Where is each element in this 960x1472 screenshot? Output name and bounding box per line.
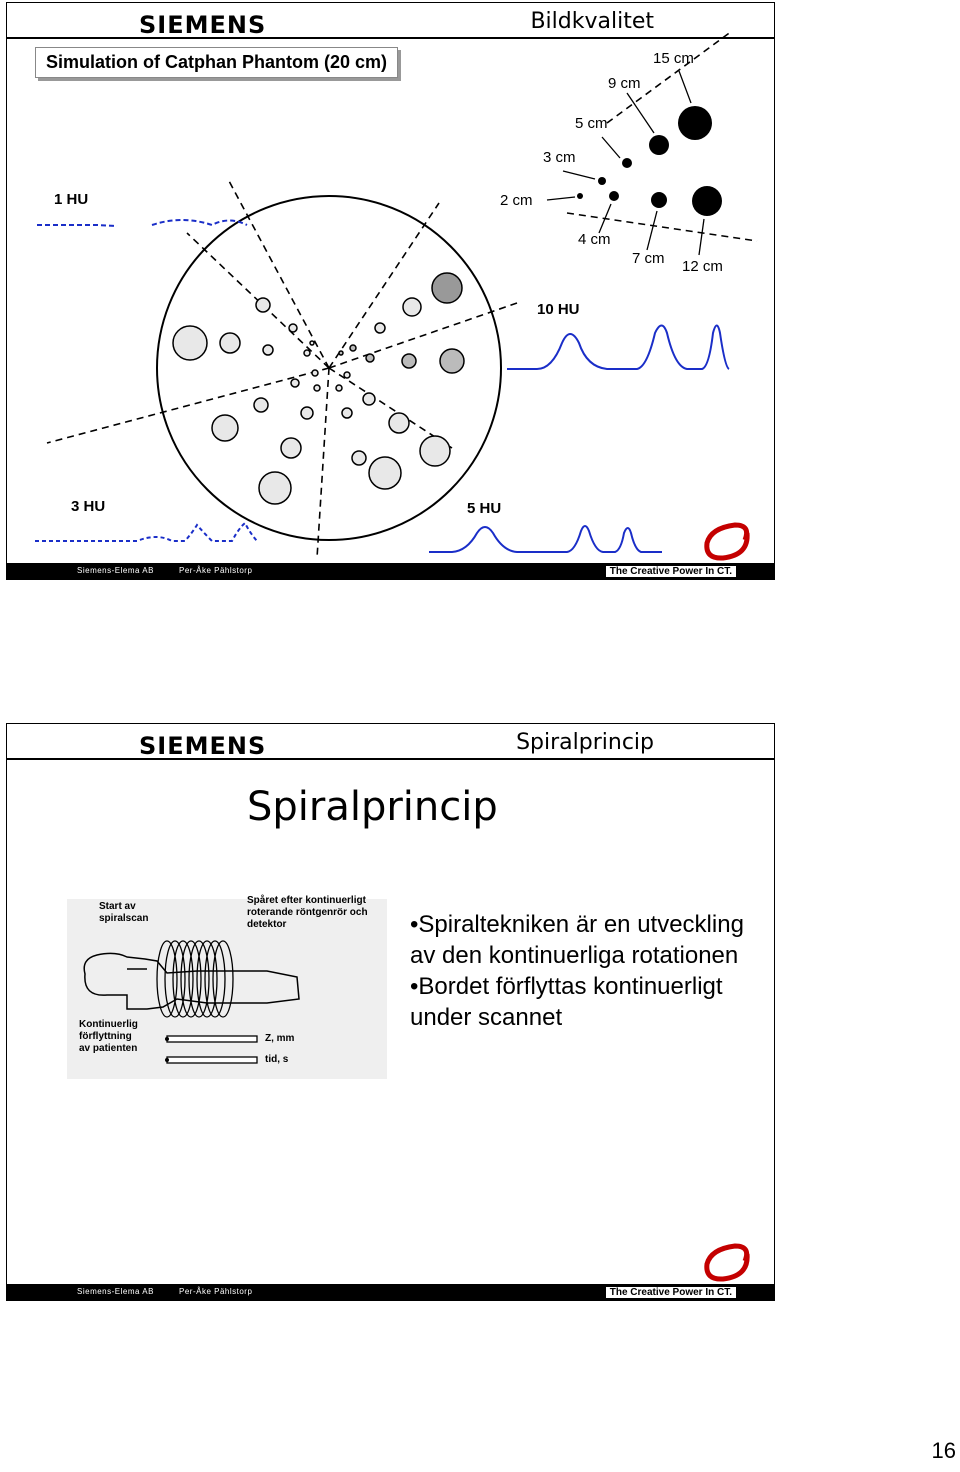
label-5cm: 5 cm xyxy=(575,115,608,132)
label-table-movement: Kontinuerlig förflyttning av patienten xyxy=(79,1019,138,1054)
bullet-list xyxy=(410,909,770,1033)
slide-header-title: Bildkvalitet xyxy=(530,9,654,34)
catphan-illustration xyxy=(7,3,776,581)
phantom-rods xyxy=(173,273,464,504)
bullet-line: av den kontinuerliga rotationen xyxy=(410,942,739,969)
label-time-axis: tid, s xyxy=(265,1054,289,1065)
footer-company: Siemens-Elema AB xyxy=(77,1287,154,1296)
footer-tagline: The Creative Power In CT. xyxy=(606,1287,736,1298)
slide-catphan xyxy=(6,2,775,580)
footer-company: Siemens-Elema AB xyxy=(77,566,154,575)
header-divider xyxy=(7,758,774,760)
label-10hu: 10 HU xyxy=(537,301,580,318)
label-3hu: 3 HU xyxy=(71,498,106,515)
label-4cm: 4 cm xyxy=(578,231,611,248)
label-trace: Spåret efter kontinuerligt roterande röntgenrör och detektor xyxy=(247,895,368,930)
page-number: 16 xyxy=(931,1438,956,1463)
label-12cm: 12 cm xyxy=(682,258,723,275)
label-3cm: 3 cm xyxy=(543,149,576,166)
bullet-line: •Bordet förflyttas kontinuerligt xyxy=(410,973,723,1000)
creative-power-swirl-icon xyxy=(707,525,747,558)
label-7cm: 7 cm xyxy=(632,250,665,267)
spiral-scan-diagram xyxy=(67,895,387,1079)
label-1hu: 1 HU xyxy=(54,191,89,208)
bullet-line: •Spiraltekniken är en utveckling xyxy=(410,911,744,938)
slide-header-title: Spiralprincip xyxy=(516,730,654,755)
footer-author: Per-Åke Pählstorp xyxy=(179,1287,253,1296)
hu-profiles xyxy=(35,220,729,552)
label-15cm: 15 cm xyxy=(653,50,694,67)
label-5hu: 5 HU xyxy=(467,500,502,517)
bullet-line: under scannet xyxy=(410,1004,563,1031)
slide-box-title: Simulation of Catphan Phantom (20 cm) xyxy=(35,47,398,78)
label-z-axis: Z, mm xyxy=(265,1033,295,1044)
slide-spiral xyxy=(6,723,775,1301)
slide-title: Spiralprincip xyxy=(247,784,498,830)
footer-tagline: The Creative Power In CT. xyxy=(606,566,736,577)
siemens-logo: SIEMENS xyxy=(139,11,267,39)
label-2cm: 2 cm xyxy=(500,192,533,209)
footer-author: Per-Åke Pählstorp xyxy=(179,566,253,575)
label-spiral-start: Start av spiralscan xyxy=(99,901,149,924)
creative-power-swirl-icon xyxy=(707,1246,747,1279)
phantom-spokes xyxy=(47,31,757,558)
label-9cm: 9 cm xyxy=(608,75,641,92)
siemens-logo: SIEMENS xyxy=(139,732,267,760)
